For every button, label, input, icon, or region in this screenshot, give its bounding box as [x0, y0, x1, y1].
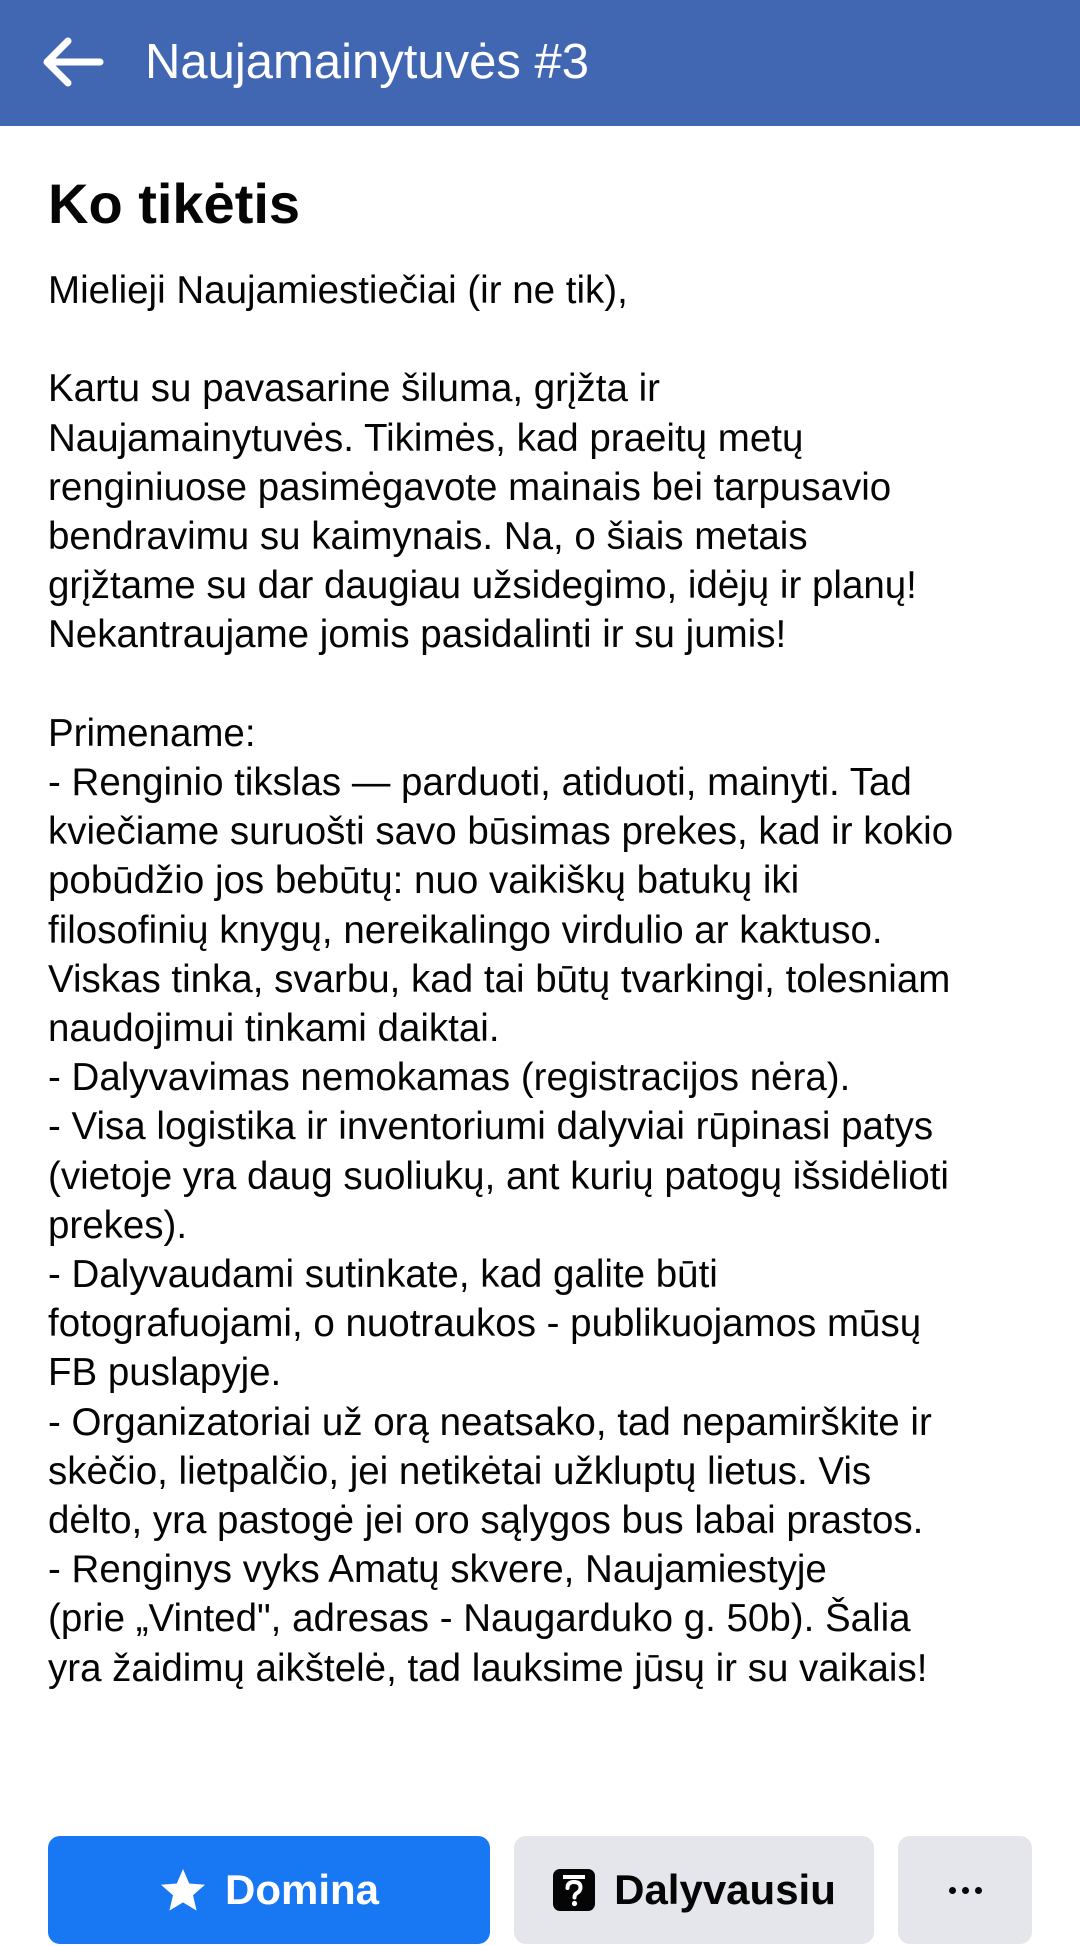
- blank-line: [48, 660, 1048, 709]
- page-title: Naujamainytuvės #3: [145, 35, 589, 89]
- arrow-left-icon: [40, 36, 104, 88]
- text-line: - Dalyvaudami sutinkate, kad galite būti: [48, 1253, 718, 1297]
- event-description: [48, 266, 1048, 1693]
- text-line: yra žaidimų aikštelė, tad lauksime jūsų ir su vaikais!: [48, 1646, 928, 1690]
- text-line: FB puslapyje.: [48, 1351, 282, 1395]
- text-line: skėčio, lietpalčio, jei netikėtai užkluptų lietus. Vis: [48, 1449, 872, 1493]
- text-line: (vietoje yra daug suoliukų, ant kurių patogų išsidėlioti: [48, 1154, 949, 1198]
- going-label: Dalyvausiu: [614, 1866, 836, 1913]
- text-line: - Visa logistika ir inventoriumi dalyviai rūpinasi patys: [48, 1105, 934, 1149]
- text-line: Kartu su pavasarine šiluma, grįžta ir: [48, 367, 660, 411]
- blank-line: [48, 315, 1048, 364]
- text-line: grįžtame su dar daugiau užsidegimo, idėjų ir planų!: [48, 564, 917, 608]
- section-title: Ko tikėtis: [48, 172, 301, 235]
- text-line: renginiuose pasimėgavote mainais bei tarpusavio: [48, 465, 892, 509]
- more-dots-icon: [949, 1887, 982, 1894]
- text-line: Viskas tinka, svarbu, kad tai būtų tvarkingi, tolesniam: [48, 957, 951, 1001]
- text-line: - Dalyvavimas nemokamas (registracijos nėra).: [48, 1056, 851, 1100]
- text-line: prekes).: [48, 1203, 188, 1247]
- question-box-icon: [552, 1868, 596, 1912]
- star-icon: [159, 1867, 207, 1913]
- text-line: Mielieji Naujamiestiečiai (ir ne tik),: [48, 269, 628, 312]
- event-details: [0, 126, 1080, 1913]
- text-line: kviečiame suruošti savo būsimas prekes, kad ir kokio: [48, 810, 954, 854]
- text-line: Naujamainytuvės. Tikimės, kad praeitų metų: [48, 416, 804, 460]
- text-line: fotografuojami, o nuotraukos - publikuojamos mūsų: [48, 1302, 922, 1346]
- text-line: dėlto, yra pastogė jei oro sąlygos bus labai prastos.: [48, 1499, 924, 1543]
- text-line: naudojimui tinkami daiktai.: [48, 1007, 500, 1051]
- text-line: (prie „Vinted", adresas - Naugarduko g. 50b). Šalia: [48, 1597, 911, 1641]
- text-line: - Renginys vyks Amatų skvere, Naujamiestyje: [48, 1548, 827, 1592]
- text-line: Primename:: [48, 711, 256, 755]
- text-line: Nekantraujame jomis pasidalinti ir su jumis!: [48, 613, 787, 657]
- going-button[interactable]: [514, 1836, 874, 1944]
- interested-label: Domina: [224, 1866, 379, 1913]
- action-bar: [0, 1836, 1080, 1946]
- text-line: - Renginio tikslas — parduoti, atiduoti, mainyti. Tad: [48, 761, 912, 804]
- text-line: pobūdžio jos bebūtų: nuo vaikiškų batukų iki: [48, 859, 800, 903]
- more-options-button[interactable]: [898, 1836, 1032, 1944]
- text-line: - Organizatoriai už orą neatsako, tad nepamirškite ir: [48, 1400, 932, 1444]
- text-line: bendravimu su kaimynais. Na, o šiais metais: [48, 515, 808, 558]
- app-header: [0, 0, 1080, 126]
- back-button[interactable]: [38, 30, 106, 94]
- text-line: filosofinių knygų, nereikalingo virdulio ar kaktuso.: [48, 908, 883, 952]
- interested-button[interactable]: [48, 1836, 490, 1944]
